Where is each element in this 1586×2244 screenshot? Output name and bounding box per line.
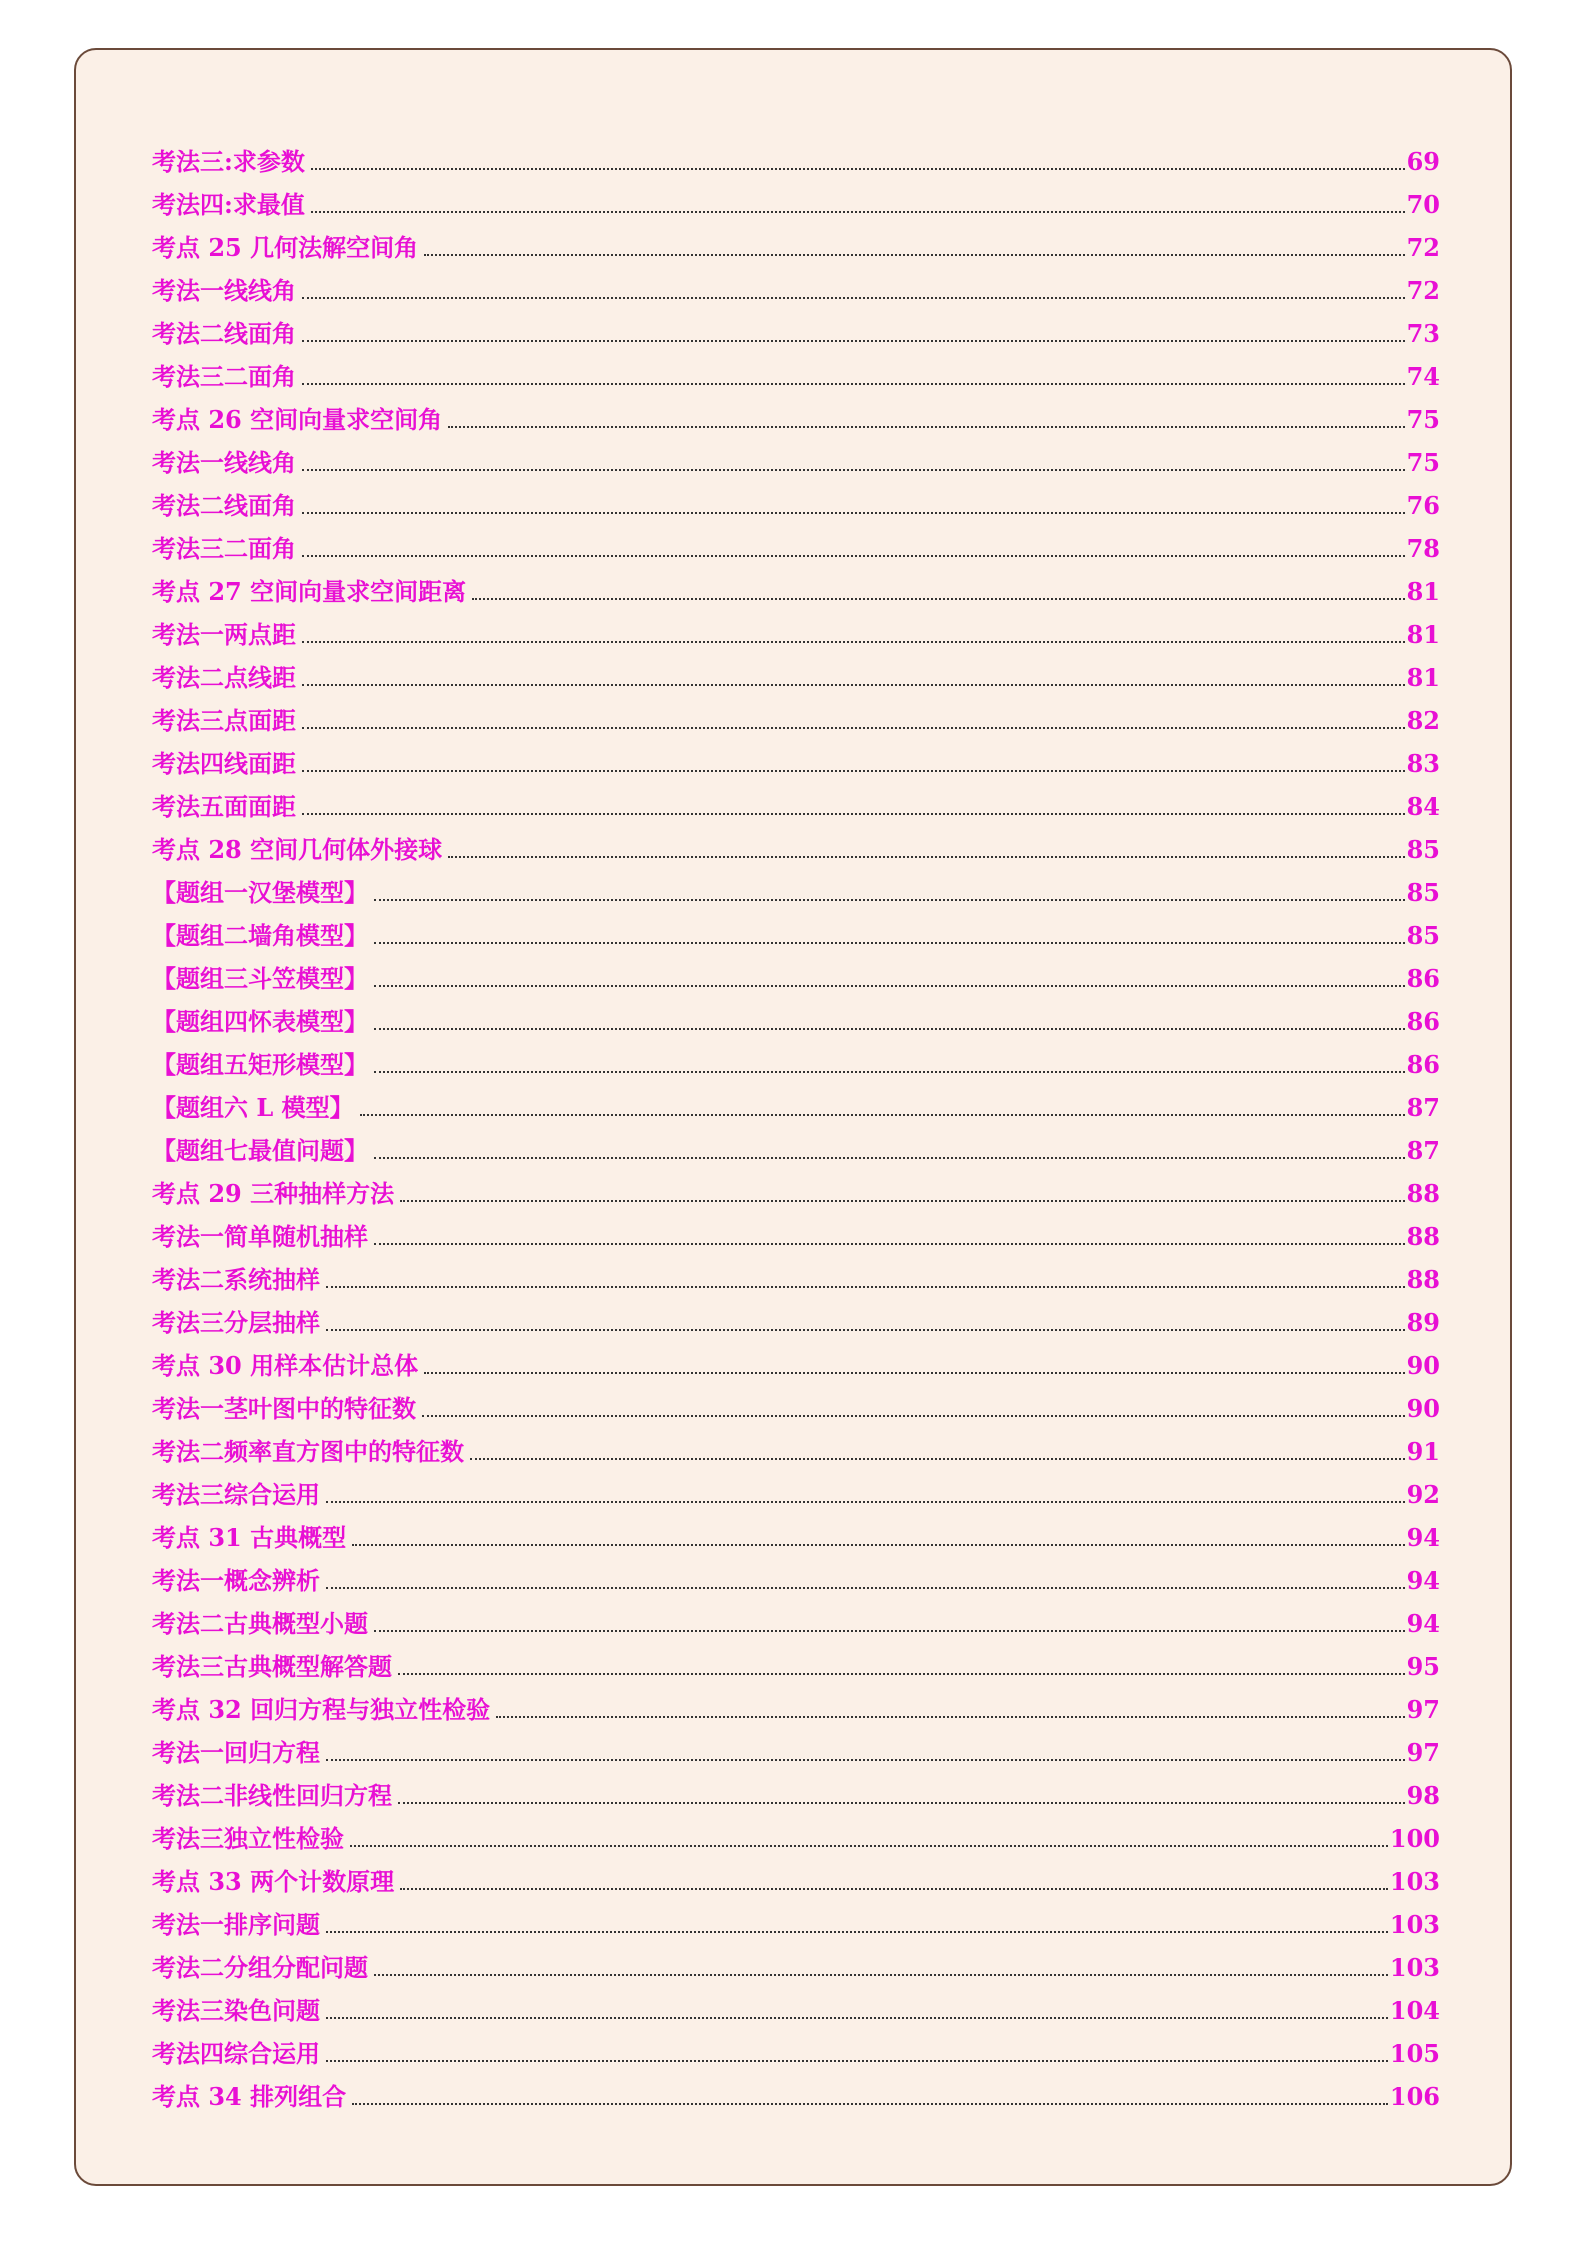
toc-entry-title: 考法三二面角 <box>152 362 296 391</box>
toc-entry-title: 考点 28 空间几何体外接球 <box>152 835 443 864</box>
toc-entry[interactable] <box>152 349 1440 392</box>
toc-entry-page-number: 70 <box>1406 190 1440 219</box>
toc-leader-dots <box>302 813 1405 815</box>
toc-entry[interactable] <box>152 1510 1440 1553</box>
toc-entry-page-number: 89 <box>1406 1308 1440 1337</box>
toc-entry-title: 考法一概念辨析 <box>152 1566 320 1595</box>
toc-leader-dots <box>311 211 1405 213</box>
toc-leader-dots <box>400 1888 1388 1890</box>
toc-entry[interactable] <box>152 392 1440 435</box>
toc-entry[interactable] <box>152 1897 1440 1940</box>
toc-entry-title: 考法五面面距 <box>152 792 296 821</box>
toc-entry-page-number: 94 <box>1406 1523 1440 1552</box>
toc-entry-title: 考法四线面距 <box>152 749 296 778</box>
toc-leader-dots <box>400 1200 1404 1202</box>
toc-entry-title: 考法二分组分配问题 <box>152 1953 368 1982</box>
toc-entry[interactable] <box>152 564 1440 607</box>
toc-entry-title: 考法一简单随机抽样 <box>152 1222 368 1251</box>
toc-entry-page-number: 85 <box>1406 835 1440 864</box>
toc-entry-page-number: 97 <box>1406 1695 1440 1724</box>
toc-entry-title: 考法一回归方程 <box>152 1738 320 1767</box>
toc-entry-page-number: 86 <box>1406 1007 1440 1036</box>
toc-entry-page-number: 82 <box>1406 706 1440 735</box>
toc-entry-page-number: 74 <box>1406 362 1440 391</box>
toc-entry-title: 考法二线面角 <box>152 491 296 520</box>
toc-entry-page-number: 90 <box>1406 1394 1440 1423</box>
toc-entry-title: 考点 31 古典概型 <box>152 1523 347 1552</box>
toc-entry-title: 考点 29 三种抽样方法 <box>152 1179 395 1208</box>
toc-entry[interactable] <box>152 1338 1440 1381</box>
toc-leader-dots <box>374 1630 1405 1632</box>
toc-entry-page-number: 75 <box>1406 405 1440 434</box>
toc-entry-page-number: 88 <box>1406 1179 1440 1208</box>
toc-entry-page-number: 86 <box>1406 1050 1440 1079</box>
toc-entry-page-number: 88 <box>1406 1222 1440 1251</box>
toc-leader-dots <box>350 1845 1388 1847</box>
toc-entry-page-number: 86 <box>1406 964 1440 993</box>
toc-entry-title: 考法一两点距 <box>152 620 296 649</box>
toc-entry[interactable] <box>152 1596 1440 1639</box>
toc-entry[interactable] <box>152 736 1440 779</box>
toc-entry[interactable] <box>152 1682 1440 1725</box>
toc-entry-page-number: 97 <box>1406 1738 1440 1767</box>
toc-entry[interactable] <box>152 607 1440 650</box>
toc-entry-page-number: 90 <box>1406 1351 1440 1380</box>
toc-leader-dots <box>424 1372 1404 1374</box>
toc-entry[interactable] <box>152 1381 1440 1424</box>
toc-entry-page-number: 81 <box>1406 577 1440 606</box>
toc-entry-page-number: 103 <box>1389 1867 1440 1896</box>
toc-entry-page-number: 73 <box>1406 319 1440 348</box>
toc-entry-title: 考法三综合运用 <box>152 1480 320 1509</box>
toc-entry[interactable] <box>152 1080 1440 1123</box>
toc-entry-title: 考法一线线角 <box>152 448 296 477</box>
toc-leader-dots <box>496 1716 1404 1718</box>
toc-leader-dots <box>374 942 1405 944</box>
toc-entry-page-number: 78 <box>1406 534 1440 563</box>
toc-entry-page-number: 84 <box>1406 792 1440 821</box>
toc-entry-title: 考法二点线距 <box>152 663 296 692</box>
toc-entry-page-number: 81 <box>1406 663 1440 692</box>
toc-entry-page-number: 75 <box>1406 448 1440 477</box>
toc-entry-page-number: 100 <box>1389 1824 1440 1853</box>
toc-entry-title: 考法一茎叶图中的特征数 <box>152 1394 416 1423</box>
toc-entry-title: 【题组四怀表模型】 <box>152 1007 368 1036</box>
toc-leader-dots <box>352 1544 1404 1546</box>
toc-entry-title: 考点 25 几何法解空间角 <box>152 233 419 262</box>
toc-entry[interactable] <box>152 822 1440 865</box>
toc-entry[interactable] <box>152 951 1440 994</box>
toc-leader-dots <box>326 2060 1388 2062</box>
toc-entry[interactable] <box>152 994 1440 1037</box>
toc-leader-dots <box>326 1587 1405 1589</box>
toc-entry[interactable] <box>152 478 1440 521</box>
toc-entry-page-number: 95 <box>1406 1652 1440 1681</box>
toc-entry-title: 考法二线面角 <box>152 319 296 348</box>
toc-entry-page-number: 94 <box>1406 1609 1440 1638</box>
toc-entry-page-number: 103 <box>1389 1910 1440 1939</box>
toc-entry-title: 考法三独立性检验 <box>152 1824 344 1853</box>
toc-entry[interactable] <box>152 1983 1440 2026</box>
toc-entry[interactable] <box>152 1639 1440 1682</box>
toc-entry[interactable] <box>152 1811 1440 1854</box>
toc-entry[interactable] <box>152 263 1440 306</box>
toc-entry[interactable] <box>152 2026 1440 2069</box>
toc-entry-page-number: 85 <box>1406 878 1440 907</box>
toc-entry[interactable] <box>152 1768 1440 1811</box>
toc-leader-dots <box>326 1286 1405 1288</box>
toc-entry-title: 【题组一汉堡模型】 <box>152 878 368 907</box>
toc-entry-title: 考法三染色问题 <box>152 1996 320 2025</box>
toc-entry-page-number: 103 <box>1389 1953 1440 1982</box>
toc-leader-dots <box>302 727 1405 729</box>
toc-entry-page-number: 76 <box>1406 491 1440 520</box>
toc-entry[interactable] <box>152 220 1440 263</box>
toc-leader-dots <box>326 1759 1405 1761</box>
toc-leader-dots <box>326 1501 1405 1503</box>
toc-leader-dots <box>302 297 1405 299</box>
toc-leader-dots <box>302 512 1405 514</box>
toc-leader-dots <box>374 1157 1405 1159</box>
toc-leader-dots <box>352 2103 1388 2105</box>
toc-entry-title: 考点 33 两个计数原理 <box>152 1867 395 1896</box>
toc-entry-page-number: 91 <box>1406 1437 1440 1466</box>
toc-leader-dots <box>302 641 1405 643</box>
toc-entry-page-number: 87 <box>1406 1136 1440 1165</box>
toc-entry-title: 考法二频率直方图中的特征数 <box>152 1437 464 1466</box>
toc-leader-dots <box>374 899 1405 901</box>
toc-entry-title: 考法一排序问题 <box>152 1910 320 1939</box>
toc-leader-dots <box>311 168 1405 170</box>
toc-entry-title: 考法二非线性回归方程 <box>152 1781 392 1810</box>
toc-leader-dots <box>470 1458 1405 1460</box>
toc-leader-dots <box>472 598 1404 600</box>
toc-leader-dots <box>374 1243 1405 1245</box>
toc-entry[interactable] <box>152 177 1440 220</box>
toc-entry-title: 【题组五矩形模型】 <box>152 1050 368 1079</box>
toc-entry-page-number: 92 <box>1406 1480 1440 1509</box>
toc-entry-title: 【题组七最值问题】 <box>152 1136 368 1165</box>
toc-leader-dots <box>302 469 1405 471</box>
toc-leader-dots <box>302 555 1405 557</box>
toc-leader-dots <box>302 770 1405 772</box>
toc-entry-title: 考法二系统抽样 <box>152 1265 320 1294</box>
toc-leader-dots <box>302 684 1405 686</box>
toc-entry-page-number: 72 <box>1406 233 1440 262</box>
toc-entry-title: 考法四:求最值 <box>152 190 305 219</box>
toc-entry-title: 考法三古典概型解答题 <box>152 1652 392 1681</box>
toc-entry[interactable] <box>152 306 1440 349</box>
toc-entry-title: 考法三:求参数 <box>152 147 305 176</box>
toc-entry-title: 考法四综合运用 <box>152 2039 320 2068</box>
toc-entry[interactable] <box>152 1123 1440 1166</box>
toc-entry-title: 考法三分层抽样 <box>152 1308 320 1337</box>
toc-entry[interactable] <box>152 1252 1440 1295</box>
toc-leader-dots <box>374 1071 1405 1073</box>
toc-entry[interactable] <box>152 1295 1440 1338</box>
toc-leader-dots <box>398 1673 1405 1675</box>
toc-entry-title: 考法二古典概型小题 <box>152 1609 368 1638</box>
toc-leader-dots <box>374 985 1405 987</box>
toc-entry-title: 考点 32 回归方程与独立性检验 <box>152 1695 491 1724</box>
toc-entry[interactable] <box>152 650 1440 693</box>
toc-entry-page-number: 83 <box>1406 749 1440 778</box>
toc-entry-title: 考法三二面角 <box>152 534 296 563</box>
toc-entry-page-number: 98 <box>1406 1781 1440 1810</box>
toc-entry[interactable] <box>152 1209 1440 1252</box>
toc-entry-page-number: 87 <box>1406 1093 1440 1122</box>
toc-entry[interactable] <box>152 908 1440 951</box>
toc-leader-dots <box>424 254 1404 256</box>
toc-entry[interactable] <box>152 1166 1440 1209</box>
toc-leader-dots <box>422 1415 1405 1417</box>
toc-entry[interactable] <box>152 1725 1440 1768</box>
toc-entry-title: 【题组二墙角模型】 <box>152 921 368 950</box>
toc-entry[interactable] <box>152 1037 1440 1080</box>
toc-entry-title: 考点 34 排列组合 <box>152 2082 347 2111</box>
toc-entry[interactable] <box>152 1467 1440 1510</box>
toc-leader-dots <box>374 1028 1405 1030</box>
toc-entry-page-number: 85 <box>1406 921 1440 950</box>
toc-entry-page-number: 72 <box>1406 276 1440 305</box>
toc-entry-page-number: 94 <box>1406 1566 1440 1595</box>
toc-entry[interactable] <box>152 2069 1440 2112</box>
toc-leader-dots <box>326 2017 1388 2019</box>
toc-leader-dots <box>448 856 1404 858</box>
toc-entry[interactable] <box>152 779 1440 822</box>
toc-entry-page-number: 69 <box>1406 147 1440 176</box>
toc-leader-dots <box>398 1802 1405 1804</box>
toc-entry-page-number: 104 <box>1389 1996 1440 2025</box>
toc-leader-dots <box>448 426 1404 428</box>
toc-entry[interactable] <box>152 435 1440 478</box>
toc-entry-page-number: 105 <box>1389 2039 1440 2068</box>
toc-leader-dots <box>374 1974 1388 1976</box>
toc-leader-dots <box>326 1931 1388 1933</box>
toc-entry[interactable] <box>152 865 1440 908</box>
toc-leader-dots <box>360 1114 1405 1116</box>
table-of-contents <box>152 134 1440 2112</box>
toc-leader-dots <box>302 340 1405 342</box>
toc-leader-dots <box>326 1329 1405 1331</box>
toc-entry[interactable] <box>152 134 1440 177</box>
toc-entry-title: 【题组三斗笠模型】 <box>152 964 368 993</box>
toc-entry[interactable] <box>152 693 1440 736</box>
toc-entry[interactable] <box>152 1854 1440 1897</box>
toc-entry-page-number: 88 <box>1406 1265 1440 1294</box>
toc-entry-title: 考点 30 用样本估计总体 <box>152 1351 419 1380</box>
toc-entry[interactable] <box>152 1553 1440 1596</box>
toc-entry-title: 【题组六 L 模型】 <box>152 1093 354 1122</box>
toc-entry-page-number: 106 <box>1389 2082 1440 2111</box>
toc-entry[interactable] <box>152 521 1440 564</box>
toc-entry-page-number: 81 <box>1406 620 1440 649</box>
toc-entry[interactable] <box>152 1424 1440 1467</box>
toc-entry-title: 考法三点面距 <box>152 706 296 735</box>
toc-entry-title: 考点 26 空间向量求空间角 <box>152 405 443 434</box>
toc-leader-dots <box>302 383 1405 385</box>
toc-entry-title: 考法一线线角 <box>152 276 296 305</box>
toc-entry-title: 考点 27 空间向量求空间距离 <box>152 577 467 606</box>
toc-entry[interactable] <box>152 1940 1440 1983</box>
